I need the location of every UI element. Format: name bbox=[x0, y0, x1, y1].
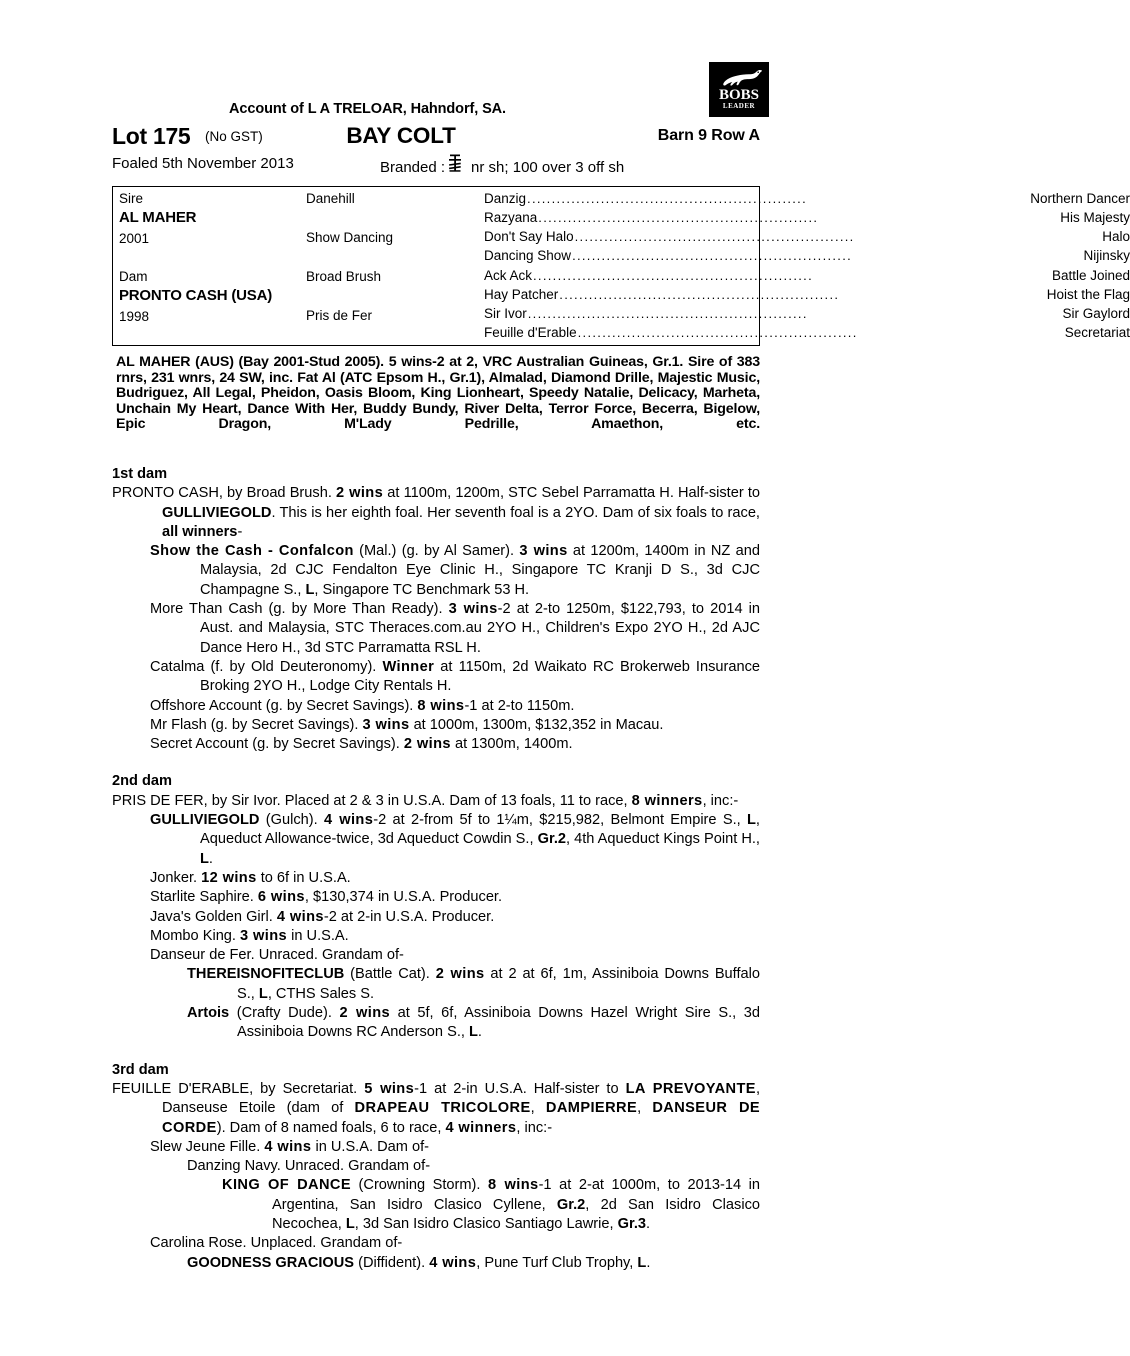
sire-sire: Danehill bbox=[306, 191, 355, 206]
branded-detail: nr sh; 100 over 3 off sh bbox=[471, 159, 625, 176]
dam-dam: Pris de Fer bbox=[306, 308, 373, 323]
lot-header-row bbox=[112, 123, 760, 149]
dam-name: PRONTO CASH (USA) bbox=[119, 287, 272, 304]
pedigree-entry: Mr Flash (g. by Secret Savings). 3 wins at 1000m, 1300m, $132,352 in Macau. bbox=[150, 716, 664, 733]
sire-summary: AL MAHER (AUS) (Bay 2001-Stud 2005). 5 wins-2 at 2, VRC Australian Guineas, Gr.1. Sire of 383 rnrs, 231 wnrs, 24 SW, inc. Fat Al (ATC Epsom H., Gr.1), Almalad, Diamond Drille, Majestic Music, Budriguez, All Legal, Pheidon, Oasis Bloom, King Lionheart, Speedy Natalie, Delicacy, Marheta, Unchain My Heart, Dance With Her, Buddy Bundy, River Delta, Terror Force, Becerra, Bigelow, Epic Dragon, M'Lady Pedrille, Amaethon, etc. bbox=[116, 354, 760, 433]
leader-dots: ......................................................... bbox=[577, 325, 858, 340]
third-gen-right-0: Northern Dancer bbox=[1030, 191, 1130, 206]
pedigree-entry: FEUILLE D'ERABLE, by Secretariat. 5 wins-1 at 2-in U.S.A. Half-sister to LA PREVOYANTE, Danseuse Etoile (dam of DRAPEAU TRICOLORE, DAMPIERRE, DANSEUR DE CORDE). Dam of 8 named foals, 6 to race, 4 winners, inc:- bbox=[112, 1080, 761, 1136]
third-gen-right-3: Nijinsky bbox=[1083, 248, 1130, 263]
account-line: Account of L A TRELOAR, Hahndorf, SA. bbox=[229, 101, 506, 117]
third-gen-row-4 bbox=[484, 266, 1130, 286]
pedigree-entry: Catalma (f. by Old Deuteronomy). Winner at 1150m, 2d Waikato RC Brokerweb Insurance Broking 2YO H., Lodge City Rentals H. bbox=[150, 658, 760, 695]
pedigree-entry: PRIS DE FER, by Sir Ivor. Placed at 2 & 3 in U.S.A. Dam of 13 foals, 11 to race, 8 winners, inc:- bbox=[112, 792, 739, 809]
third-gen-right-5: Hoist the Flag bbox=[1046, 287, 1130, 302]
leader-dots: ......................................................... bbox=[527, 191, 808, 206]
colour-sex-title: BAY COLT bbox=[346, 123, 456, 148]
third-gen-left-7: Feuille d'Erable bbox=[484, 325, 577, 340]
pedigree-entry: Java's Golden Girl. 4 wins-2 at 2-in U.S.A. Producer. bbox=[150, 908, 495, 925]
third-gen-right-2: Halo bbox=[1102, 229, 1130, 244]
third-gen-left-2: Don't Say Halo bbox=[484, 229, 574, 244]
third-gen-right-6: Sir Gaylord bbox=[1062, 306, 1130, 321]
third-gen-left-1: Razyana bbox=[484, 210, 538, 225]
pedigree-entry: Jonker. 12 wins to 6f in U.S.A. bbox=[150, 869, 351, 886]
third-gen-right-4: Battle Joined bbox=[1051, 268, 1130, 283]
third-gen-row-2 bbox=[484, 227, 1130, 247]
dam-section-container bbox=[112, 465, 760, 1273]
third-gen-row-7 bbox=[484, 323, 1130, 343]
leader-dots: ......................................................... bbox=[572, 248, 853, 263]
foaled-date: Foaled 5th November 2013 bbox=[112, 155, 294, 172]
brand-symbol-icon bbox=[448, 155, 462, 172]
pedigree-entry: Show the Cash - Confalcon (Mal.) (g. by Al Samer). 3 wins at 1200m, 1400m in NZ and Malaysia, 2d CJC Fendalton Eye Clinic H., Singapore TC Kranji D S., 3d CJC Champagne S., L, Singapore TC Benchmark 53 H. bbox=[150, 543, 760, 598]
pedigree-entry: More Than Cash (g. by More Than Ready). 3 wins-2 at 2-to 1250m, $122,793, to 2014 in Aust. and Malaysia, STC Theraces.com.au 2YO H., Children's Expo 2YO H., 2d AJC Dance Hero H., 3d STC Parramatta RSL H. bbox=[150, 601, 760, 656]
dam-heading: 1st dam bbox=[112, 466, 168, 482]
third-gen-row-5 bbox=[484, 285, 1130, 305]
pedigree-entry: Slew Jeune Fille. 4 wins in U.S.A. Dam of- bbox=[150, 1138, 429, 1155]
sire-year: 2001 bbox=[119, 231, 150, 246]
third-gen-left-4: Ack Ack bbox=[484, 268, 533, 283]
third-gen-row-3 bbox=[484, 246, 1130, 266]
pedigree-entry: Danseur de Fer. Unraced. Grandam of- bbox=[150, 947, 404, 964]
third-gen-row-6 bbox=[484, 304, 1130, 324]
bobs-wordmark: BOBS bbox=[718, 87, 760, 103]
third-gen-left-3: Dancing Show bbox=[484, 248, 572, 263]
third-gen-right-7: Secretariat bbox=[1064, 325, 1130, 340]
horse-logo-icon bbox=[715, 68, 763, 88]
third-gen-row-1 bbox=[484, 208, 1130, 228]
third-gen-right-1: His Majesty bbox=[1060, 210, 1130, 225]
pedigree-entry: Secret Account (g. by Secret Savings). 2 wins at 1300m, 1400m. bbox=[150, 736, 573, 753]
branded-info bbox=[380, 155, 624, 176]
third-gen-row-0 bbox=[484, 189, 1130, 209]
bobs-leader-text: LEADER bbox=[722, 102, 756, 110]
leader-dots: ......................................................... bbox=[533, 268, 813, 283]
pedigree-entry: KING OF DANCE (Crowning Storm). 8 wins-1 at 2-at 1000m, to 2013-14 in Argentina, San Isidro Clasico Cyllene, Gr.2, 2d San Isidro Clasico Necochea, L, 3d San Isidro Clasico Santiago Lawrie, Gr.3. bbox=[222, 1177, 761, 1232]
pedigree-table bbox=[112, 186, 1130, 346]
dam-heading: 2nd dam bbox=[112, 773, 173, 790]
dam-label: Dam bbox=[119, 269, 148, 284]
third-gen-left-5: Hay Patcher bbox=[484, 287, 559, 302]
pedigree-entry: Offshore Account (g. by Secret Savings). 8 wins-1 at 2-to 1150m. bbox=[150, 697, 575, 714]
pedigree-entry: Starlite Saphire. 6 wins, $130,374 in U.S.A. Producer. bbox=[150, 889, 503, 906]
barn-row-location: Barn 9 Row A bbox=[657, 127, 760, 144]
pedigree-entry: PRONTO CASH, by Broad Brush. 2 wins at 1100m, 1200m, STC Sebel Parramatta H. Half-sister to GULLIVIEGOLD. This is her eighth foal. Her seventh foal is a 2YO. Dam of six foals to race, all winners- bbox=[112, 485, 761, 540]
foaled-branded-row bbox=[112, 155, 760, 177]
leader-dots: ......................................................... bbox=[527, 306, 808, 321]
gst-note: (No GST) bbox=[205, 129, 263, 144]
dam-heading: 3rd dam bbox=[112, 1061, 169, 1078]
third-gen-left-6: Sir Ivor bbox=[484, 306, 527, 321]
pedigree-entry: GOODNESS GRACIOUS (Diffident). 4 wins, Pune Turf Club Trophy, L. bbox=[187, 1254, 651, 1271]
pedigree-entry: Mombo King. 3 wins in U.S.A. bbox=[150, 927, 349, 944]
pedigree-entry: GULLIVIEGOLD (Gulch). 4 wins-2 at 2-from 5f to 1¼m, $215,982, Belmont Empire S., L, Aqueduct Allowance-twice, 3d Aqueduct Cowdin S., Gr.2, 4th Aqueduct Kings Point H., L. bbox=[150, 812, 760, 867]
pedigree-entry: Artois (Crafty Dude). 2 wins at 5f, 6f, Assiniboia Downs Hazel Wright Sire S., 3d Assiniboia Downs RC Anderson S., L. bbox=[187, 1005, 760, 1041]
leader-dots: ......................................................... bbox=[574, 229, 855, 244]
sire-dam: Show Dancing bbox=[306, 230, 394, 245]
pedigree-entry: THEREISNOFITECLUB (Battle Cat). 2 wins at 2 at 6f, 1m, Assiniboia Downs Buffalo S., L, CTHS Sales S. bbox=[187, 966, 760, 1002]
dam-sections bbox=[112, 465, 760, 1273]
third-gen-left-0: Danzig bbox=[484, 191, 527, 206]
branded-label: Branded : bbox=[380, 159, 446, 176]
pedigree-entry: Carolina Rose. Unplaced. Grandam of- bbox=[150, 1235, 403, 1252]
pedigree-entry: Danzing Navy. Unraced. Grandam of- bbox=[187, 1158, 431, 1175]
sire-name: AL MAHER bbox=[119, 209, 197, 226]
dam-year: 1998 bbox=[119, 309, 150, 324]
leader-dots: ......................................................... bbox=[538, 210, 819, 225]
lot-number: Lot 175 bbox=[112, 123, 191, 149]
dam-sire: Broad Brush bbox=[306, 269, 382, 284]
leader-dots: ......................................................... bbox=[559, 287, 840, 302]
sire-label: Sire bbox=[119, 191, 144, 206]
